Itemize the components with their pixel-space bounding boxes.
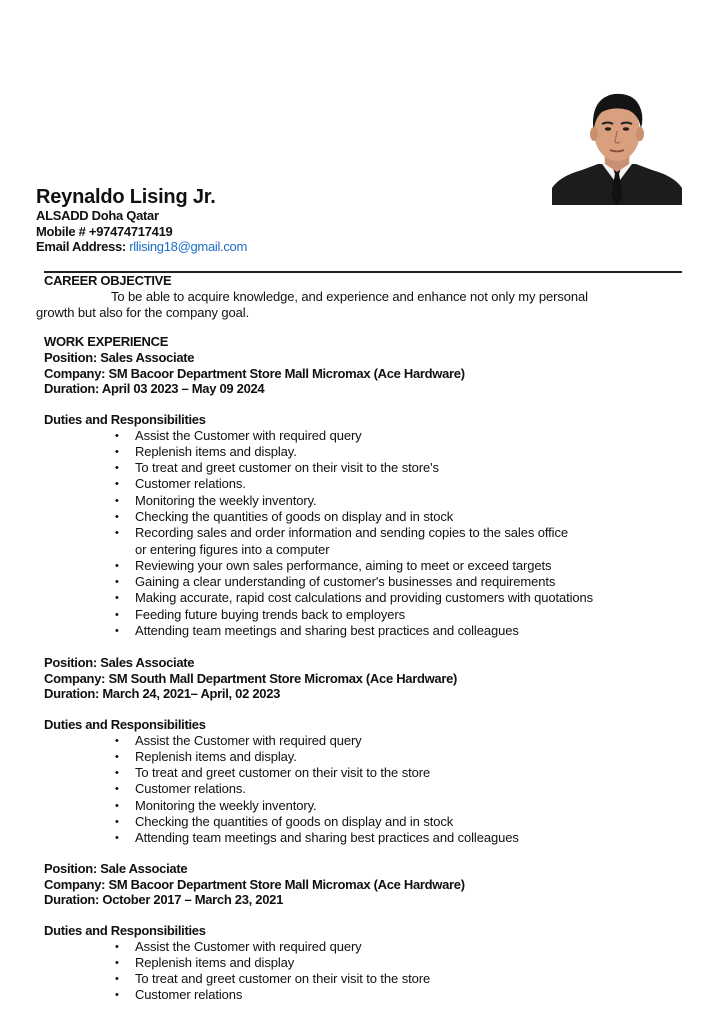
list-item: • Feeding future buying trends back to employers [115, 606, 406, 622]
bullet-icon: • [115, 625, 119, 638]
bullet-icon: • [115, 510, 119, 523]
bullet-icon: • [115, 940, 119, 953]
job-entry-2 [44, 655, 684, 847]
bullet-icon: • [115, 973, 119, 986]
bullet-icon: • [115, 592, 119, 605]
email-line [36, 239, 247, 255]
list-item: • Replenish items and display. [115, 443, 297, 459]
list-item: • Making accurate, rapid cost calculations and providing customers with quotations [115, 590, 594, 606]
candidate-name: Reynaldo Lising Jr. [36, 186, 216, 208]
job-position: Position: Sales Associate [44, 350, 195, 365]
list-item: • Assist the Customer with required query [115, 732, 362, 748]
profile-photo [552, 84, 682, 205]
bullet-icon: • [115, 576, 119, 589]
career-objective-text [36, 289, 651, 320]
contact-block [36, 208, 247, 255]
list-item: • Recording sales and order information and sending copies to the sales office or entering figures into a computer [115, 525, 568, 557]
list-item: • Assist the Customer with required query [115, 938, 362, 954]
bullet-icon: • [115, 956, 119, 969]
bullet-icon: • [115, 494, 119, 507]
list-item: • Customer relations. [115, 781, 246, 797]
bullet-icon: • [115, 478, 119, 491]
list-item: • Attending team meetings and sharing best practices and colleagues [115, 623, 519, 639]
job-company: Company: SM South Mall Department Store Micromax (Ace Hardware) [44, 670, 458, 686]
list-item: • Replenish items and display. [115, 748, 297, 764]
job-duration: Duration: April 03 2023 – May 09 2024 [44, 381, 265, 396]
list-item: • Assist the Customer with required query [115, 427, 362, 443]
job-company: Company: SM Bacoor Department Store Mall Micromax (Ace Hardware) [44, 365, 465, 381]
bullet-icon: • [115, 608, 119, 621]
list-item-continuation: or entering figures into a computer [135, 541, 330, 557]
list-item: • Monitoring the weekly inventory. [115, 797, 317, 813]
objective-line-2: growth but also for the company goal. [36, 304, 250, 320]
career-objective-heading: CAREER OBJECTIVE [44, 273, 172, 288]
list-item: • Reviewing your own sales performance, aiming to meet or exceed targets [115, 557, 552, 573]
bullet-icon: • [115, 445, 119, 458]
bullet-icon: • [115, 527, 119, 540]
duties-list [44, 939, 684, 1004]
address: ALSADD Doha Qatar [36, 208, 159, 223]
list-item: • Monitoring the weekly inventory. [115, 492, 317, 508]
bullet-icon: • [115, 799, 119, 812]
objective-line-1: To be able to acquire knowledge, and experience and enhance not only my personal [111, 289, 588, 304]
bullet-icon: • [115, 559, 119, 572]
job-position: Position: Sale Associate [44, 861, 188, 876]
duties-heading: Duties and Responsibilities [44, 922, 206, 938]
list-item: • Replenish items and display [115, 954, 295, 970]
list-item: • Gaining a clear understanding of customer's businesses and requirements [115, 574, 556, 590]
email-label: Email Address: [36, 239, 126, 254]
job-duration: Duration: October 2017 – March 23, 2021 [44, 892, 284, 907]
list-item: • To treat and greet customer on their visit to the store's [115, 460, 439, 476]
mobile-number: Mobile # +97474717419 [36, 223, 173, 239]
job-duration: Duration: March 24, 2021– April, 02 2023 [44, 686, 281, 701]
email-link[interactable]: rllising18@gmail.com [129, 239, 248, 254]
work-experience-heading: WORK EXPERIENCE [44, 334, 169, 349]
bullet-icon: • [115, 767, 119, 780]
job-entry-3 [44, 861, 684, 1004]
duties-list [44, 428, 684, 640]
bullet-icon: • [115, 734, 119, 747]
bullet-icon: • [115, 429, 119, 442]
list-item: • Customer relations [115, 987, 243, 1003]
bullet-icon: • [115, 815, 119, 828]
list-item: • To treat and greet customer on their visit to the store [115, 971, 431, 987]
list-item: • Attending team meetings and sharing best practices and colleagues [115, 830, 519, 846]
bullet-icon: • [115, 989, 119, 1002]
list-item: • To treat and greet customer on their visit to the store [115, 765, 431, 781]
duties-heading: Duties and Responsibilities [44, 411, 206, 427]
duties-heading: Duties and Responsibilities [44, 716, 206, 732]
bullet-icon: • [115, 462, 119, 475]
list-item: • Customer relations. [115, 476, 246, 492]
job-entry-1 [44, 350, 684, 639]
bullet-icon: • [115, 832, 119, 845]
list-item: • Checking the quantities of goods on display and in stock [115, 508, 454, 524]
job-company: Company: SM Bacoor Department Store Mall Micromax (Ace Hardware) [44, 876, 465, 892]
duties-list [44, 733, 684, 847]
bullet-icon: • [115, 783, 119, 796]
job-position: Position: Sales Associate [44, 655, 195, 670]
list-item: • Checking the quantities of goods on display and in stock [115, 813, 454, 829]
bullet-icon: • [115, 750, 119, 763]
